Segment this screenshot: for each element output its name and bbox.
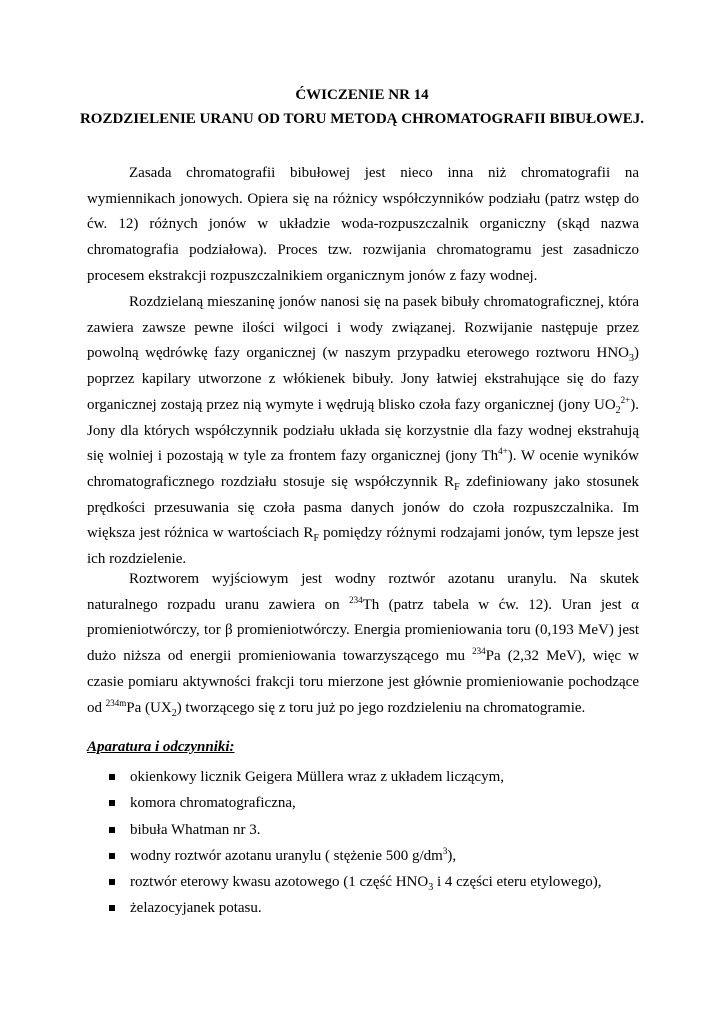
- apparatus-list: [105, 767, 602, 925]
- paragraph-intro: [87, 161, 639, 290]
- subscript: 2: [615, 404, 621, 416]
- paragraph-procedure: [87, 290, 639, 573]
- bullet-icon: [109, 853, 115, 859]
- list-item-text: wodny roztwór azotanu uranylu ( stężenie 500 g/dm: [130, 847, 443, 864]
- paragraph-source-solution: [87, 567, 639, 721]
- text-run: pomiędzy różnymi rodzajami jonów, tym lepsze jest ich rozdzielenie.: [87, 525, 639, 568]
- subscript: F: [454, 481, 460, 493]
- list-item: [105, 767, 602, 793]
- subscript: 2: [171, 707, 177, 719]
- text-run: Rozdzielaną mieszaninę jonów nanosi się na pasek bibuły chromatograficznej, która zawiera zawsze pewne ilości wilgoci i wody związanej. Rozwijanie następuje przez powolną wędrówkę fazy organicznej (w naszym przypadku eterowego roztworu HNO: [87, 294, 639, 362]
- text-run: Pa (UX: [126, 699, 172, 716]
- list-item: [105, 846, 602, 872]
- text-run: Th (patrz tabela w ćw. 12). Uran jest α promieniotwórczy, tor β promieniotwórczy. Energia promieniowania toru (0,193 MeV) jest dużo niższa od energii promieniowania towarzyszącego mu: [87, 596, 639, 665]
- list-item: [105, 872, 602, 898]
- list-item: [105, 820, 602, 846]
- text-run: ). W ocenie wyników chromatograficznego rozdziału stosuje się współczynnik R: [87, 448, 639, 490]
- list-item-text: okienkowy licznik Geigera Müllera wraz z układem liczącym,: [130, 769, 505, 785]
- text-run: Pa (2,32 MeV), więc w czasie pomiaru aktywności frakcji toru mierzone jest głównie promieniowanie pochodzące od: [87, 648, 639, 716]
- bullet-icon: [109, 800, 115, 806]
- text-run: ) tworzącego się z toru już po jego rozdzieleniu na chromatogramie.: [176, 699, 586, 716]
- text-run: ). Jony dla których współczynnik podziału układa się korzystnie dla fazy wodnej ekstrahują się wolniej i pozostają w tyle za frontem fazy organicznej (jony Th: [87, 396, 639, 465]
- list-item-text: i 4 części eteru etylowego),: [433, 874, 602, 891]
- superscript: 3: [442, 845, 448, 856]
- list-item: [105, 793, 602, 819]
- bullet-icon: [109, 905, 115, 911]
- exercise-title: ĆWICZENIE NR 14: [295, 87, 429, 103]
- superscript: 234: [349, 594, 363, 605]
- paragraph-intro-text: Zasada chromatografii bibułowej jest nieco inna niż chromatografii na wymiennikach jonowych. Opiera się na różnicy współczynników podziału (patrz wstęp do ćw. 12) różnych jonów w układzie woda-rozpuszczalnik organiczny (skąd nazwa chromatografia podziałowa). Proces tzw. rozwijania chromatogramu jest zasadniczo procesem ekstrakcji rozpuszczalnikiem organicznym jonów z fazy wodnej.: [87, 165, 639, 284]
- list-item-text: roztwór eterowy kwasu azotowego (1 część HNO: [130, 874, 429, 891]
- bullet-icon: [109, 827, 115, 833]
- exercise-subtitle: ROZDZIELENIE URANU OD TORU METODĄ CHROMATOGRAFII BIBUŁOWEJ.: [79, 111, 645, 127]
- bullet-icon: [109, 879, 115, 885]
- text-run: zdefiniowany jako stosunek prędkości przesuwania się czoła pasma danych jonów do czoła rozpuszczalnika. Im większa jest różnica w wartościach R: [87, 473, 639, 542]
- superscript: 234: [472, 646, 486, 657]
- subscript: 3: [428, 882, 434, 894]
- subscript: 3: [629, 353, 634, 365]
- list-item: [105, 898, 602, 924]
- list-item-text: żelazocyjanek potasu.: [130, 900, 262, 917]
- list-item-text: komora chromatograficzna,: [130, 795, 296, 812]
- superscript: 234m: [105, 697, 127, 708]
- subscript: F: [313, 533, 319, 545]
- text-run: Roztworem wyjściowym jest wodny roztwór azotanu uranylu. Na skutek naturalnego rozpadu uranu zawiera on: [87, 571, 639, 613]
- text-run: ) poprzez kapilary utworzone z włókienek bibuły. Jony łatwiej ekstrahujące się do fazy organicznej zostają przez nią wymyte i wędrują blisko czoła fazy organicznej (jony UO: [87, 345, 639, 413]
- apparatus-heading: Aparatura i odczynniki:: [87, 739, 235, 755]
- superscript: 2+: [620, 394, 631, 405]
- list-item-text: ),: [447, 847, 457, 864]
- bullet-icon: [109, 774, 115, 780]
- list-item-text: bibuła Whatman nr 3.: [130, 821, 261, 838]
- superscript: 4+: [498, 446, 508, 457]
